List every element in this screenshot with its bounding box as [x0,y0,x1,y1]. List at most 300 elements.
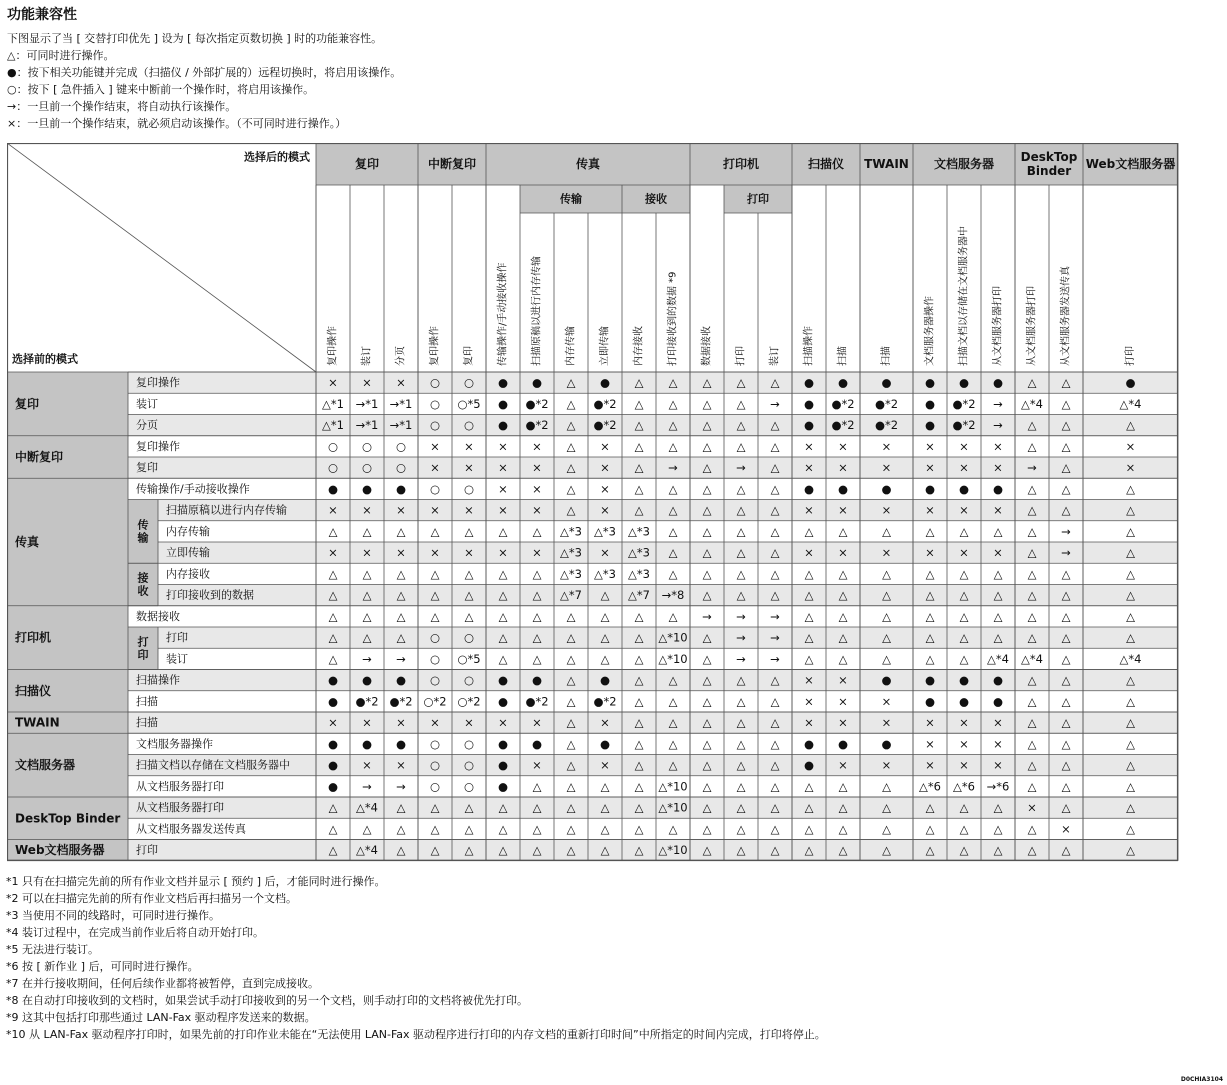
compat-cell: △ [566,821,576,836]
compat-cell: × [993,439,1003,454]
compat-cell: △ [1027,779,1037,794]
compat-cell: → [702,609,712,624]
compat-cell: △ [925,630,935,645]
compat-cell: △ [634,673,644,688]
compat-cell: × [464,715,474,730]
compat-cell: △ [1027,481,1037,496]
col-group-label: 文档服务器 [933,157,995,171]
compat-cell: ● [837,481,849,496]
compat-cell: △ [702,694,712,709]
compat-cell: △ [566,375,576,390]
column-label: 复印操作 [429,326,441,366]
row-group-label: 复印 [15,396,40,411]
compat-cell: ○ [327,439,339,454]
compat-cell: ○ [463,779,475,794]
compat-cell: △ [1061,673,1071,688]
compat-cell: △ [498,843,508,858]
compat-cell: △ [993,524,1003,539]
compat-cell: △ [838,609,848,624]
compat-cell: △ [770,715,780,730]
compat-cell: △ [736,588,746,603]
compat-cell: △ [804,630,814,645]
compat-cell: × [430,503,440,518]
compat-cell: △ [430,800,440,815]
compat-cell: × [362,758,372,773]
compat-cell: △ [804,779,814,794]
compat-cell: → [770,651,780,666]
compat-cell: △ [1126,503,1135,518]
compat-cell: × [925,503,935,518]
compat-cell: ● [924,481,936,496]
row-label: 数据接收 [136,609,180,623]
compat-cell: × [1027,800,1037,815]
compat-cell: △ [925,843,935,858]
compat-cell: △ [464,566,474,581]
row-stripe [128,415,1178,436]
compat-cell: × [804,694,814,709]
compat-cell: △*3 [560,566,582,581]
compat-cell: ○ [429,779,441,794]
compat-cell: △*4 [1119,396,1142,411]
compat-cell: △ [736,800,746,815]
compat-cell: △ [702,524,712,539]
compat-cell: △ [430,609,440,624]
compat-cell: △ [1061,843,1071,858]
compat-cell: ● [958,673,970,688]
compat-cell: △*4 [1119,651,1142,666]
row-stripe [128,797,1178,818]
compat-cell: △ [882,843,891,858]
compat-cell: △ [634,651,644,666]
compat-cell: △ [1061,779,1071,794]
compat-cell: × [600,460,610,475]
compat-cell: ● [837,736,849,751]
compat-cell: ● [924,418,936,433]
compat-cell: × [532,481,542,496]
compat-cell: △ [1027,375,1037,390]
compat-cell: △ [634,396,644,411]
compat-cell: × [362,545,372,560]
footnote-2: *2 可以在扫描完先前的所有作业文档后再扫描另一个文档。 [6,892,297,905]
compat-cell: ●*2 [593,694,617,709]
compat-cell: △*3 [594,566,616,581]
compat-cell: △ [1027,736,1037,751]
compat-cell: ○ [463,736,475,751]
compat-cell: △ [925,609,935,624]
compat-cell: × [396,503,406,518]
compat-cell: × [804,460,814,475]
compat-cell: △*4 [1021,651,1043,666]
compat-cell: △ [804,651,814,666]
row-subgroup-label: 打 [137,635,149,649]
column-label: 扫描文档以存储在文档服务器中 [958,226,970,366]
row-group-label: 扫描仪 [15,683,52,698]
compat-cell: × [498,481,508,496]
compat-cell: ●*2 [525,418,549,433]
compat-cell: △*3 [628,524,650,539]
compat-cell: △ [362,630,372,645]
compat-cell: △ [328,524,338,539]
compat-cell: △ [1126,545,1135,560]
compat-cell: × [362,503,372,518]
compat-cell: ● [992,694,1004,709]
compat-cell: △*3 [560,545,582,560]
compat-cell: × [532,758,542,773]
compat-cell: ● [992,673,1004,688]
row-label: 复印操作 [136,376,180,390]
compat-cell: △ [882,821,891,836]
compat-cell: ○*5 [457,651,481,666]
compat-cell: △ [1126,779,1135,794]
compat-cell: × [328,503,338,518]
compat-cell: △*1 [322,396,344,411]
compat-cell: →*1 [389,396,413,411]
compat-cell: △ [736,545,746,560]
compat-cell: ○ [463,630,475,645]
compat-cell: △ [804,843,814,858]
compat-cell: ● [395,736,407,751]
compat-cell: △ [1027,630,1037,645]
compat-cell: △ [959,588,969,603]
compat-cell: △ [770,418,780,433]
compat-cell: × [993,715,1003,730]
compat-cell: ● [497,396,509,411]
row-label: 扫描原稿以进行内存传输 [166,503,287,517]
compat-cell: △ [396,524,406,539]
compat-cell: △ [770,821,780,836]
row-label: 从文档服务器打印 [136,801,224,815]
compat-cell: △ [566,503,576,518]
compat-cell: △ [925,800,935,815]
compat-cell: △ [925,651,935,666]
compat-cell: △ [634,758,644,773]
compat-cell: ● [327,673,339,688]
compat-cell: △ [464,524,474,539]
compat-cell: △ [430,566,440,581]
compat-cell: ○ [429,418,441,433]
compat-cell: ○ [429,736,441,751]
footnote-1: *1 只有在扫描完先前的所有作业文档并显示 [ 预约 ] 后，才能同时进行操作。 [6,875,386,888]
row-stripe [128,372,1178,393]
col-group-label: TWAIN [864,157,909,171]
compat-cell: △*3 [594,524,616,539]
compat-cell: × [959,758,969,773]
compat-cell: ● [924,694,936,709]
compat-cell: △ [362,821,372,836]
compat-cell: △ [1027,545,1037,560]
compat-cell: △ [993,821,1003,836]
compat-cell: × [532,715,542,730]
compat-cell: × [925,460,935,475]
compat-cell: × [430,460,440,475]
compat-cell: △ [498,566,508,581]
compat-cell: △ [736,673,746,688]
compat-cell: × [804,673,814,688]
compat-cell: △ [959,609,969,624]
compat-cell: △ [1061,503,1071,518]
compat-cell: ● [958,375,970,390]
compat-cell: △ [668,609,678,624]
compat-cell: △ [634,779,644,794]
compat-cell: △ [993,588,1003,603]
compat-cell: △ [634,609,644,624]
compat-cell: × [881,460,892,475]
compat-cell: △ [1027,588,1037,603]
compat-cell: △ [464,843,474,858]
footnote-9: *9 这其中包括打印那些通过 LAN-Fax 驱动程序发送来的数据。 [6,1011,316,1024]
compat-cell: △ [702,481,712,496]
compat-cell: △ [566,715,576,730]
compat-cell: ● [497,758,509,773]
compat-cell: × [532,503,542,518]
compat-cell: △ [993,630,1003,645]
compat-cell: △ [702,843,712,858]
compat-cell: ●*2 [831,396,855,411]
compat-cell: △ [770,524,780,539]
compat-cell: △ [959,630,969,645]
compat-cell: △*3 [628,545,650,560]
compat-cell: △ [1126,736,1135,751]
compat-cell: △ [1126,418,1135,433]
compat-cell: ● [395,481,407,496]
compat-cell: ●*2 [874,418,899,433]
compat-cell: △ [498,651,508,666]
compat-cell: △ [498,524,508,539]
row-label: 打印接收到的数据 [166,588,254,602]
row-label: 打印 [136,843,158,857]
compat-cell: △ [702,418,712,433]
compat-cell: ● [599,375,611,390]
column-label: 扫描原稿以进行内存传输 [531,256,543,366]
compat-cell: △ [668,736,678,751]
compat-cell: → [770,609,780,624]
compat-cell: × [362,715,372,730]
compat-cell: △ [770,460,780,475]
compat-cell: ● [958,481,970,496]
compat-cell: ○*2 [457,694,481,709]
compat-cell: → [993,418,1003,433]
compat-cell: ● [599,736,611,751]
compat-cell: △ [1061,694,1071,709]
row-label: 装订 [166,652,188,666]
compat-cell: × [532,545,542,560]
compat-cell: ● [531,736,543,751]
row-label: 内存接收 [166,567,210,581]
compat-cell: × [838,715,848,730]
row-label: 从文档服务器打印 [136,779,224,793]
compat-cell: ○ [463,418,475,433]
compat-cell: △ [634,481,644,496]
compat-cell: ● [881,673,892,688]
compat-cell: ● [497,694,509,709]
row-label: 分页 [136,418,158,432]
compat-cell: △ [566,396,576,411]
compat-cell: ● [497,418,509,433]
compat-cell: △ [736,821,746,836]
compat-cell: △ [1061,588,1071,603]
compat-cell: △ [993,843,1003,858]
compat-cell: ○ [429,673,441,688]
compat-cell: △*3 [628,566,650,581]
col-group-label: 中断复印 [427,157,477,171]
compat-cell: △ [959,843,969,858]
row-group-label: DeskTop Binder [15,811,121,826]
col-subgroup-label: 接收 [645,192,667,206]
column-label: 从文档服务器发送传真 [1060,266,1072,366]
compat-cell: → [668,460,678,475]
compat-cell: △*6 [953,779,975,794]
col-group-label: 扫描仪 [807,157,845,171]
column-label: 内存传输 [565,326,577,366]
compat-cell: △ [1027,843,1037,858]
compat-cell: → [362,779,372,794]
compat-cell: → [396,779,406,794]
compat-cell: △*1 [322,418,344,433]
compat-cell: △*10 [658,651,688,666]
compat-cell: ○ [429,651,441,666]
column-label: 打印 [1125,346,1136,366]
compat-cell: ● [803,481,815,496]
compat-cell: × [498,439,508,454]
compat-cell: △ [566,630,576,645]
compat-cell: △ [702,460,712,475]
compat-cell: △ [430,843,440,858]
compat-cell: ○ [361,460,373,475]
compat-cell: △ [396,843,406,858]
compat-cell: △*10 [658,779,688,794]
row-group-label: 打印机 [15,630,52,645]
compat-cell: × [925,545,935,560]
footnote-7: *7 在并行接收期间，任何后续作业都将被暂停，直到完成接收。 [6,977,319,990]
compat-cell: ○ [395,439,407,454]
row-label: 文档服务器操作 [136,737,213,751]
compat-cell: △ [532,779,542,794]
compat-cell: △ [634,460,644,475]
row-stripe [128,457,1178,478]
legend-cross: ×：一旦前一个操作结束，就必须启动该操作。（不可同时进行操作。） [7,117,347,130]
compat-cell: △ [959,566,969,581]
compat-cell: △ [634,821,644,836]
compat-cell: ● [361,736,373,751]
compat-cell: → [736,460,746,475]
compat-cell: △ [1061,439,1071,454]
compat-cell: △ [770,375,780,390]
compat-cell: △ [1126,694,1135,709]
compat-cell: △ [1027,418,1037,433]
compat-cell: △ [770,736,780,751]
compat-cell: △ [736,418,746,433]
compat-cell: △ [532,843,542,858]
compat-cell: △ [1027,821,1037,836]
compat-cell: △ [702,566,712,581]
compat-cell: △ [498,821,508,836]
compat-cell: ● [803,418,815,433]
compat-cell: × [838,758,848,773]
compat-cell: ○ [463,481,475,496]
col-subgroup-label: 打印 [747,192,769,206]
compat-cell: × [600,439,610,454]
compat-cell: △ [770,779,780,794]
compat-cell: ● [599,673,611,688]
compat-cell: × [464,439,474,454]
compat-cell: × [959,439,969,454]
compat-cell: × [804,545,814,560]
compat-cell: ● [327,694,339,709]
compat-cell: △ [702,673,712,688]
compat-cell: × [532,439,542,454]
compat-cell: △ [838,588,848,603]
compat-cell: → [362,651,372,666]
compat-cell: △ [838,800,848,815]
compat-cell: △ [736,715,746,730]
col-group-label: Binder [1026,164,1072,178]
compat-cell: △ [882,566,891,581]
compat-cell: △ [1061,418,1071,433]
compat-cell: × [838,673,848,688]
compatibility-matrix [7,143,1184,862]
compat-cell: × [498,460,508,475]
row-label: 复印 [136,461,158,475]
compat-cell: ● [924,673,936,688]
compat-cell: △ [1126,481,1135,496]
col-group-label: Web文档服务器 [1085,157,1176,171]
compat-cell: △ [328,800,338,815]
column-label: 装订 [361,346,373,366]
row-group-band [7,372,128,861]
compat-cell: △ [993,800,1003,815]
compat-cell: × [959,460,969,475]
compat-cell: △*4 [987,651,1009,666]
compat-cell: △ [882,630,891,645]
compat-cell: △ [566,609,576,624]
compat-cell: △ [925,566,935,581]
footnote-5: *5 无法进行装订。 [6,943,99,956]
compat-cell: ● [803,736,815,751]
compat-cell: △ [328,609,338,624]
compat-cell: ● [497,375,509,390]
compat-cell: ○ [429,481,441,496]
footnote-3: *3 当使用不同的线路时，可同时进行操作。 [6,909,220,922]
row-label: 内存传输 [166,524,210,538]
compat-cell: × [881,694,892,709]
compat-cell: △ [770,545,780,560]
compat-cell: △ [882,779,891,794]
compat-cell: × [1061,821,1071,836]
row-label: 扫描操作 [136,673,180,687]
compat-cell: × [959,715,969,730]
row-group-label: Web文档服务器 [15,843,105,858]
compat-cell: △ [464,609,474,624]
row-subgroup-label: 接 [137,571,149,585]
compat-cell: × [881,503,892,518]
compat-cell: × [804,439,814,454]
compat-cell: →*1 [355,418,379,433]
compat-cell: △ [498,588,508,603]
compat-cell: ○ [429,375,441,390]
compat-cell: △ [396,588,406,603]
compat-cell: △ [668,503,678,518]
corner-diagonal [7,143,316,372]
compat-cell: △ [736,779,746,794]
compat-cell: ● [531,673,543,688]
compat-cell: × [430,545,440,560]
compat-cell: △ [566,481,576,496]
compat-cell: ● [497,673,509,688]
figure-code: D0CHIA3104 [1180,1076,1223,1083]
compat-cell: ● [327,758,339,773]
compat-cell: ● [497,736,509,751]
corner-after-label: 选择后的模式 [244,150,310,164]
